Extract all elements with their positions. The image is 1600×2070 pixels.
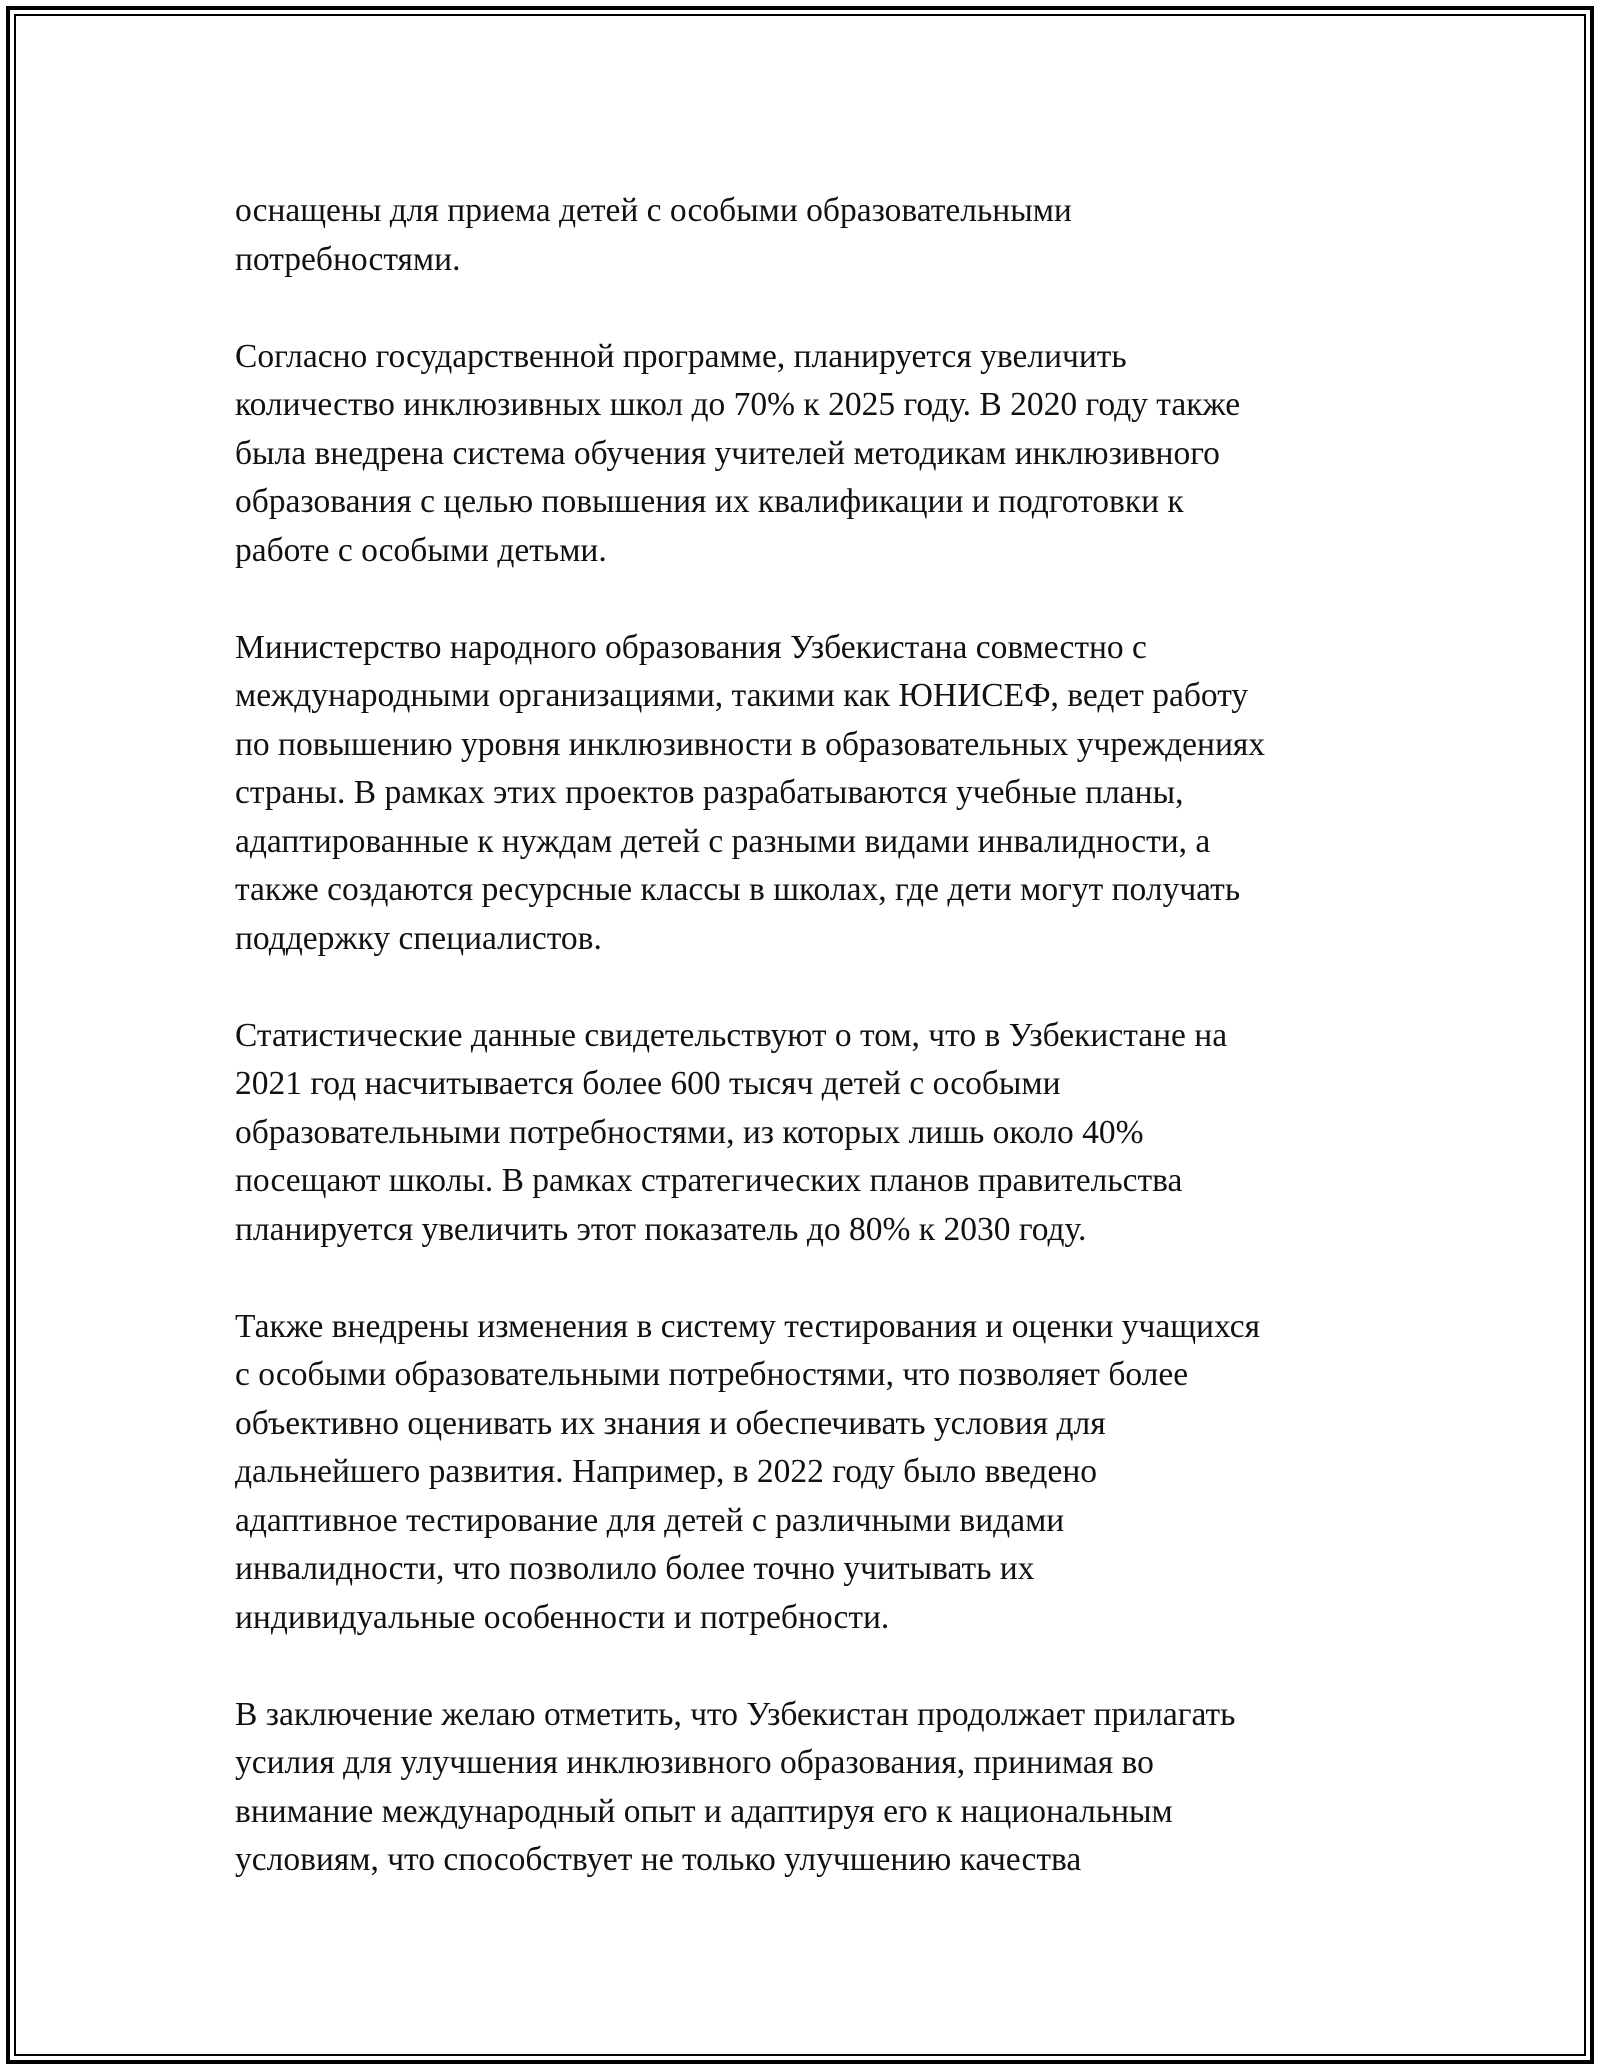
- paragraph: Статистические данные свидетельствуют о том, что в Узбекистане на 2021 год насчитывается более 600 тысяч детей с особыми образовательными потребностями, из которых лишь около 40% посещают школы. В рамках стратегических планов правительства планируется увеличить этот показатель до 80% к 2030 году.: [235, 1016, 1228, 1248]
- paragraph: Также внедрены изменения в систему тестирования и оценки учащихся с особыми образовательными потребностями, что позволяет более объективно оценивать их знания и обеспечивать условия для дальнейшего развития. Например, в 2022 году было введено адаптивное тестирование для детей с различными видами инвалидности, что позволило более точно учитывать их индивидуальные особенности и потребности.: [235, 1307, 1261, 1636]
- paragraph: В заключение желаю отметить, что Узбекистан продолжает прилагать усилия для улучшения инклюзивного образования, принимая во внимание международный опыт и адаптируя его к национальным условиям, что способствует не только улучшению качества: [235, 1695, 1236, 1878]
- document-body: [235, 187, 1375, 1885]
- paragraph: Министерство народного образования Узбекистана совместно с международными организациями, такими как ЮНИСЕФ, ведет работу по повышению уровня инклюзивности в образовательных учреждениях страны. В рамках этих проектов разрабатываются учебные планы, адаптированные к нуждам детей с разными видами инвалидности, а также создаются ресурсные классы в школах, где дети могут получать поддержку специалистов.: [235, 628, 1266, 957]
- paragraph: Согласно государственной программе, планируется увеличить количество инклюзивных школ до 70% к 2025 году. В 2020 году также была внедрена система обучения учителей методикам инклюзивного образования с целью повышения их квалификации и подготовки к работе с особыми детьми.: [235, 337, 1241, 569]
- paragraph: оснащены для приема детей с особыми образовательными потребностями.: [235, 192, 1072, 278]
